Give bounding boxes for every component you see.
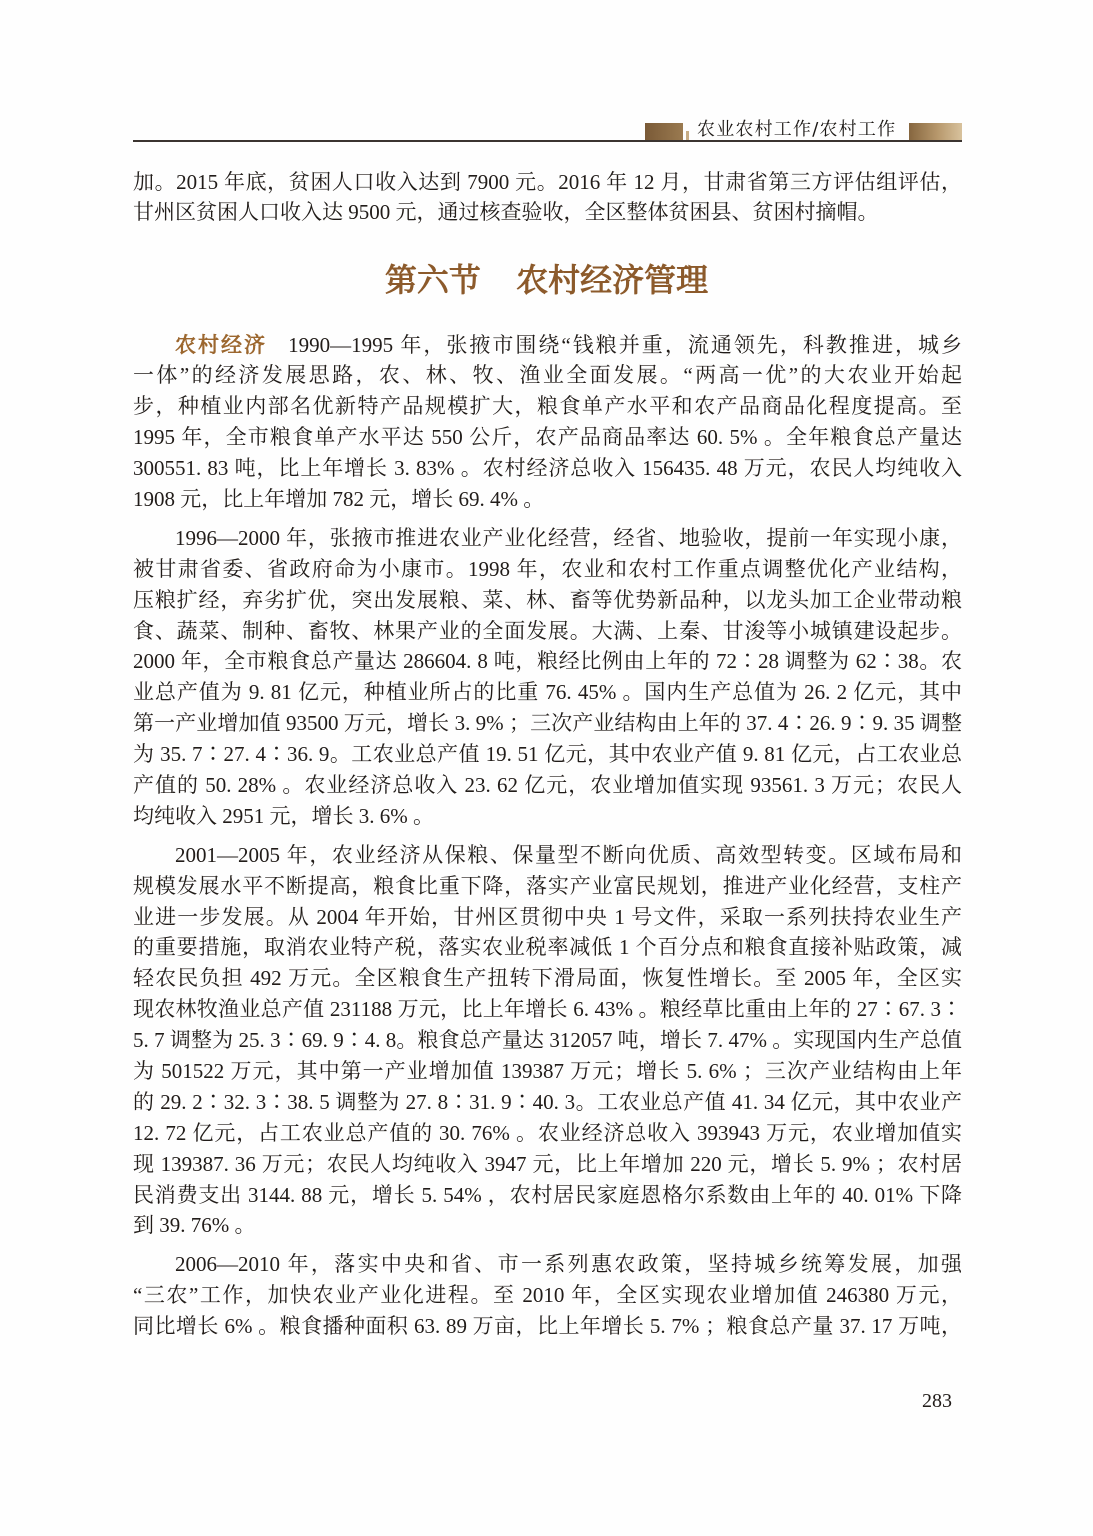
text-line: 均纯收入 2951 元，增长 3. 6% 。 xyxy=(133,803,434,828)
text-line: 产值的 50. 28% 。农业经济总收入 23. 62 亿元，农业增加值实现 93561. 3 万元；农民人 xyxy=(133,772,962,797)
section-name: 农村经济管理 xyxy=(516,262,709,298)
text-line: 加。2015 年底，贫困人口收入达到 7900 元。2016 年 12 月，甘肃省第三方评估组评估， xyxy=(133,169,962,194)
paragraph xyxy=(133,840,962,1242)
text-line: 业总产值为 9. 81 亿元，种植业所占的比重 76. 45% 。国内生产总值为 26. 2 亿元，其中 xyxy=(133,680,962,705)
body-text xyxy=(133,330,962,1343)
paragraph xyxy=(133,330,962,515)
section-number: 第六节 xyxy=(384,262,481,298)
paragraph-lead: 农村经济 xyxy=(175,332,268,357)
text-line: 为 501522 万元，其中第一产业增加值 139387 万元；增长 5. 6% ；三次产业结构由上年 xyxy=(133,1058,962,1083)
header-bar-right xyxy=(909,123,962,140)
text-line: 轻农民负担 492 万元。全区粮食生产扭转下滑局面，恢复性增长。至 2005 年，全区实 xyxy=(133,966,962,991)
text-line: 现 139387. 36 万元；农民人均纯收入 3947 元，比上年增加 220 元，增长 5. 9% ；农村居 xyxy=(133,1151,962,1176)
text-line: 2006—2010 年，落实中央和省、市一系列惠农政策，坚持城乡统筹发展，加强 xyxy=(175,1252,962,1277)
header-bar-left xyxy=(645,123,683,140)
text-line: 被甘肃省委、省政府命为小康市。1998 年，农业和农村工作重点调整优化产业结构， xyxy=(133,556,962,581)
text-line: 压粮扩经，弃劣扩优，突出发展粮、菜、林、畜等优势新品种，以龙头加工企业带动粮 xyxy=(133,587,962,612)
paragraph xyxy=(133,1249,962,1342)
text-line: 5. 7 调整为 25. 3∶69. 9∶4. 8。粮食总产量达 312057 吨，增长 7. 47% 。实现国内生产总值 xyxy=(133,1028,962,1053)
text-line: 第一产业增加值 93500 万元，增长 3. 9% ；三次产业结构由上年的 37. 4∶26. 9∶9. 35 调整 xyxy=(133,711,962,736)
header-tick xyxy=(686,131,689,140)
text-line: 甘州区贫困人口收入达 9500 元，通过核查验收，全区整体贫困县、贫困村摘帽。 xyxy=(133,200,879,225)
text-line: 步，种植业内部名优新特产品规模扩大，粮食单产水平和农产品商品化程度提高。至 xyxy=(133,394,962,419)
text-line: 300551. 83 吨，比上年增长 3. 83% 。农村经济总收入 156435. 48 万元，农民人均纯收入 xyxy=(133,456,962,481)
text-line: 的 29. 2∶32. 3∶38. 5 调整为 27. 8∶31. 9∶40. 3。工农业总产值 41. 34 亿元，其中农业产 xyxy=(133,1089,962,1114)
text-line: 1996—2000 年，张掖市推进农业产业化经营，经省、地验收，提前一年实现小康， xyxy=(175,525,962,550)
text-line: 1995 年，全市粮食单产水平达 550 公斤，农产品商品率达 60. 5% 。全年粮食总产量达 xyxy=(133,425,962,450)
section-title xyxy=(0,258,1093,302)
text-line: 规模发展水平不断提高，粮食比重下降，落实产业富民规划，推进产业化经营，支柱产 xyxy=(133,873,962,898)
text-line: “三农”工作，加快农业产业化进程。至 2010 年，全区实现农业增加值 246380 万元， xyxy=(133,1283,962,1308)
text-line: 2001—2005 年，农业经济从保粮、保量型不断向优质、高效型转变。区域布局和 xyxy=(175,842,962,867)
text-line: 一体”的经济发展思路，农、林、牧、渔业全面发展。“两高一优”的大农业开始起 xyxy=(133,363,962,388)
paragraph xyxy=(133,523,962,832)
text-line: 业进一步发展。从 2004 年开始，甘州区贯彻中央 1 号文件，采取一系列扶持农业生产 xyxy=(133,904,962,929)
text-line: 1908 元，比上年增加 782 元，增长 69. 4% 。 xyxy=(133,486,545,511)
text-run: 1990—1995 年，张掖市围绕“钱粮并重，流通领先，科教推进，城乡 xyxy=(288,332,962,357)
text-line: 12. 72 亿元，占工农业总产值的 30. 76% 。农业经济总收入 393943 万元，农业增加值实 xyxy=(133,1120,962,1145)
running-title: 农业农村工作/农村工作 xyxy=(697,119,897,140)
text-line: 现农林牧渔业总产值 231188 万元，比上年增长 6. 43% 。粮经草比重由上年的 27∶67. 3∶ xyxy=(133,997,962,1022)
header-rule xyxy=(133,140,962,142)
text-line: 民消费支出 3144. 88 元，增长 5. 54% ，农村居民家庭恩格尔系数由上年的 40. 01% 下降 xyxy=(133,1182,962,1207)
text-line xyxy=(133,330,962,361)
text-line: 食、蔬菜、制种、畜牧、林果产业的全面发展。大满、上秦、甘浚等小城镇建设起步。 xyxy=(133,618,962,643)
text-line: 同比增长 6% 。粮食播种面积 63. 89 万亩，比上年增长 5. 7% ；粮食总产量 37. 17 万吨， xyxy=(133,1314,962,1339)
page-number: 283 xyxy=(922,1390,952,1412)
text-line: 到 39. 76% 。 xyxy=(133,1213,256,1238)
text-line: 的重要措施，取消农业特产税，落实农业税率减低 1 个百分点和粮食直接补贴政策，减 xyxy=(133,935,962,960)
text-line: 为 35. 7∶27. 4∶36. 9。工农业总产值 19. 51 亿元，其中农业产值 9. 81 亿元，占工农业总 xyxy=(133,742,962,767)
text-line: 2000 年，全市粮食总产量达 286604. 8 吨，粮经比例由上年的 72∶28 调整为 62∶38。农 xyxy=(133,649,962,674)
carryover-text xyxy=(133,167,962,229)
